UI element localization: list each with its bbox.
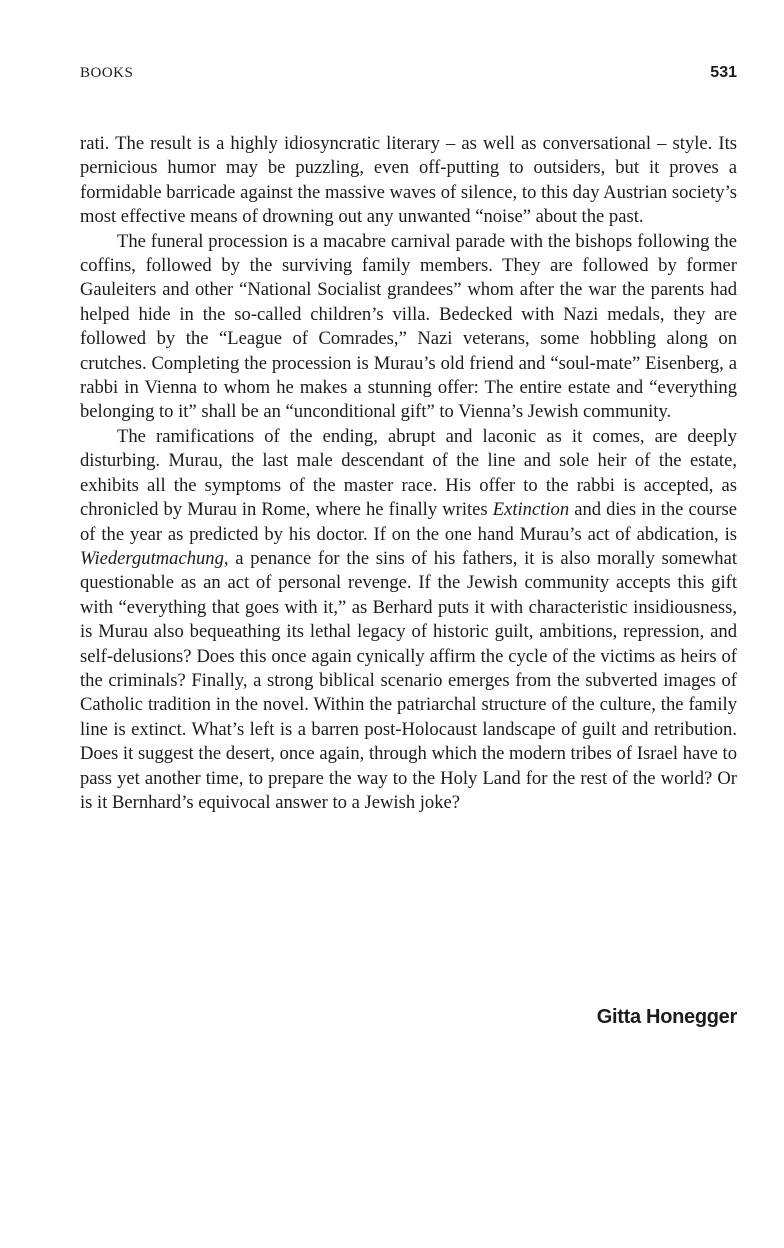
author-signature: Gitta Honegger — [596, 1006, 737, 1028]
book-title-italic: Extinction — [492, 499, 570, 521]
paragraph-ramifications — [80, 425, 737, 816]
paragraph-funeral-procession — [80, 230, 737, 425]
running-head — [80, 64, 737, 82]
body-text — [80, 132, 737, 815]
paragraph-text: and dies in the course of the year as predicted by his doctor. If on the one hand Murau’s act of abdication, is — [80, 499, 738, 545]
paragraph-text: The funeral procession is a macabre carnival parade with the bishops following the coffins, followed by the surviving family members. They are followed by former Gauleiters and other “National Socialist grandees” whom after the war the parents had helped hide in the so-called children’s villa. Bedecked with Nazi medals, they are followed by the “League of Comrades,” Nazi veterans, some hobbling along on crutches. Completing the procession is Murau’s old friend and “soul-mate” Eisenberg, a rabbi in Vienna to whom he makes a stunning offer: The entire estate and “everything belonging to it” shall be an “unconditional gift” to Vienna’s Jewish community. — [80, 230, 737, 423]
term-italic: Wiedergutmachung, — [80, 547, 229, 569]
page-number: 531 — [710, 64, 737, 81]
paragraph-text: The ramifications of the ending, abrupt and laconic as it comes, are deeply disturbing. Murau, the last male descendant of the line and sole heir of the estate, exhibits all the symptoms of the master race. His offer to the rabbi is accepted, as chronicled by Murau in Rome, where he finally writes — [80, 425, 737, 521]
paragraph-text: a penance for the sins of his fathers, it is also morally somewhat questionable as an act of personal revenge. If the Jewish community accepts this gift with “everything that goes with it,” as Berhard puts it with characteristic insidiousness, is Murau also bequeathing its lethal legacy of historic guilt, ambitions, repression, and self-delusions? Does this once again cynically affirm the cycle of the victims as heirs of the criminals? Finally, a strong biblical scenario emerges from the subverted images of Catholic tradition in the novel. Within the patriarchal structure of the culture, the family line is extinct. What’s left is a barren post-Holocaust landscape of guilt and retribution. Does it suggest the desert, once again, through which the modern tribes of Israel have to pass yet another time, to prepare the way to the Holy Land for the rest of the world? Or is it Bernhard’s equivocal answer to a Jewish joke? — [80, 547, 737, 813]
section-label: BOOKS — [80, 65, 134, 81]
paragraph-continued — [80, 132, 737, 230]
paragraph-text: rati. The result is a highly idiosyncratic literary – as well as conversational – style. Its pernicious humor may be puzzling, even off-putting to outsiders, but it proves a formidable barricade against the massive waves of silence, to this day Austrian society’s most effective means of drowning out any unwanted “noise” about the past. — [80, 133, 737, 228]
